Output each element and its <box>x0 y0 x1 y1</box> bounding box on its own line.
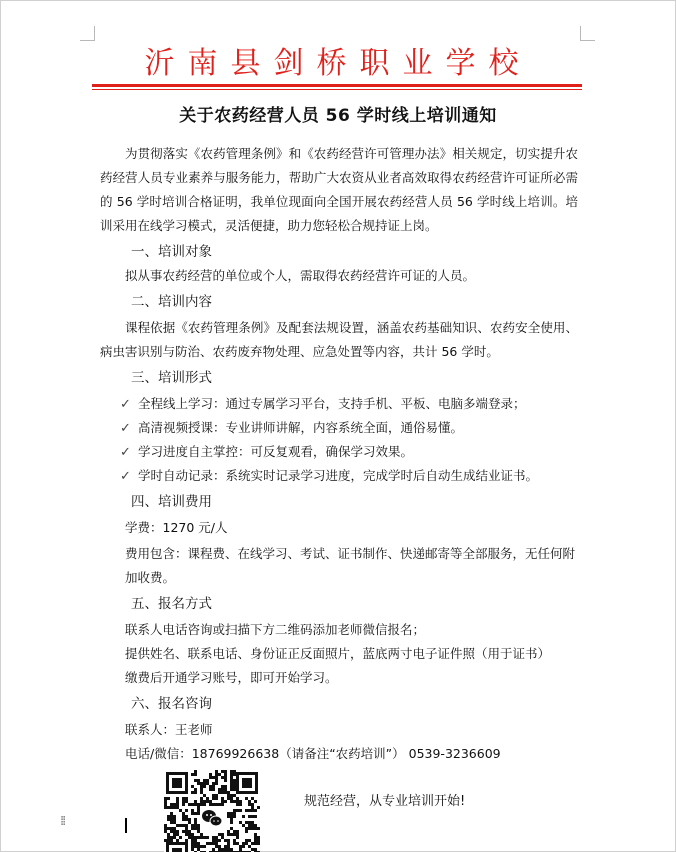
header-rule-thick <box>92 84 582 87</box>
signup-line: 提供姓名、联系电话、身份证正反面照片，蓝底两寸电子证件照（用于证书） <box>125 646 551 661</box>
drag-handle-icon[interactable]: ⁞⁞ <box>60 814 65 829</box>
wechat-icon <box>200 806 224 830</box>
section-heading-consult: 六、报名咨询 <box>131 696 212 712</box>
section-heading-target: 一、培训对象 <box>131 244 212 260</box>
margin-corner-mark <box>80 26 95 41</box>
check-icon: ✓ <box>120 445 131 460</box>
qr-code-graphic <box>164 770 260 852</box>
consult-phone: 电话/微信：18769926638（请备注“农药培训”） 0539-3236609 <box>125 746 501 761</box>
format-item <box>120 440 413 465</box>
school-name-header: 沂南县剑桥职业学校 <box>144 46 532 81</box>
signup-line: 联系人电话咨询或扫描下方二维码添加老师微信报名； <box>125 622 426 637</box>
notice-title: 关于农药经营人员 56 学时线上培训通知 <box>179 106 497 126</box>
content-body: 课程依据《农药管理条例》及配套法规设置，涵盖农药基础知识、农药安全使用、病虫害识别与防治、农药废弃物处理、应急处置等内容，共计 56 学时。 <box>100 320 578 359</box>
margin-corner-mark <box>580 26 595 41</box>
signup-line: 缴费后开通学习账号，即可开始学习。 <box>125 670 338 685</box>
target-body: 拟从事农药经营的单位或个人，需取得农药经营许可证的人员。 <box>125 268 476 283</box>
section-heading-fee: 四、培训费用 <box>131 494 212 510</box>
consult-contact: 联系人：王老师 <box>125 722 213 737</box>
format-item <box>120 464 538 489</box>
check-icon: ✓ <box>120 397 131 412</box>
fee-price: 学费：1270 元/人 <box>125 520 228 535</box>
format-item-text: 学习进度自主掌控：可反复观看，确保学习效果。 <box>138 444 414 459</box>
intro-paragraph: 为贯彻落实《农药管理条例》和《农药经营许可管理办法》相关规定，切实提升农药经营人员专业素养与服务能力，帮助广大农资从业者高效取得农药经营许可证所必需的 56 学时培训合格证明，我单位现面向全国开展农药经营人员 56 学时线上培训。培训采用在线学习模式，灵活便捷，助力您轻松合规持证上岗。 <box>100 146 578 233</box>
format-item-text: 学时自动记录：系统实时记录学习进度，完成学时后自动生成结业证书。 <box>138 468 539 483</box>
section-heading-content: 二、培训内容 <box>131 294 212 310</box>
format-item-text: 高清视频授课：专业讲师讲解，内容系统全面，通俗易懂。 <box>138 420 464 435</box>
section-heading-format: 三、培训形式 <box>131 370 212 386</box>
text-cursor[interactable] <box>125 818 127 833</box>
fee-includes: 费用包含：课程费、在线学习、考试、证书制作、快递邮寄等全部服务，无任何附加收费。 <box>125 546 576 585</box>
format-item <box>120 392 526 417</box>
check-icon: ✓ <box>120 469 131 484</box>
qr-code-icon <box>164 770 260 852</box>
section-heading-signup: 五、报名方式 <box>131 596 212 612</box>
format-item-text: 全程线上学习：通过专属学习平台，支持手机、平板、电脑多端登录； <box>138 396 526 411</box>
slogan: 规范经营，从专业培训开始! <box>304 794 466 809</box>
format-item <box>120 416 463 441</box>
header-rule-thin <box>92 89 582 90</box>
check-icon: ✓ <box>120 421 131 436</box>
